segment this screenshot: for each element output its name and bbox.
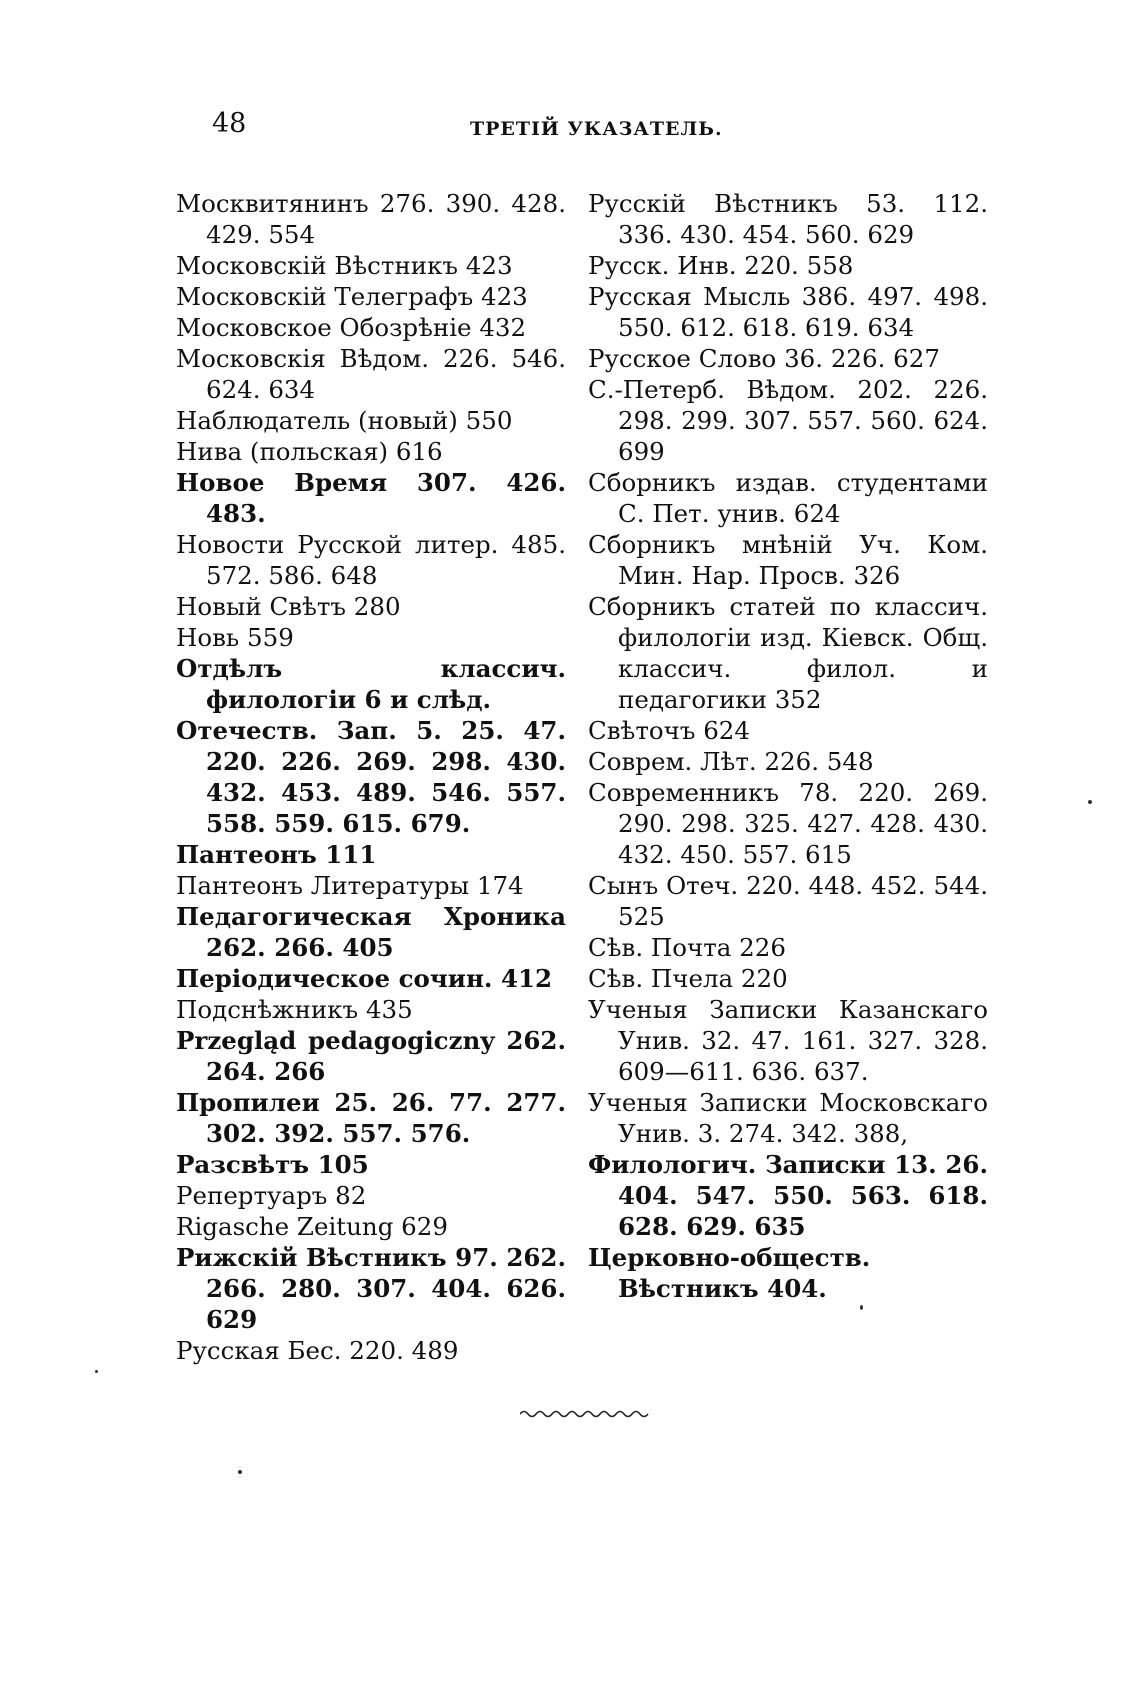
right-index-entry: Сборникъ статей по классич. филологіи изд. Кіевск. Общ. классич. филол. и педагогики 352 bbox=[588, 592, 988, 714]
right-index-entry: Сборникъ издав. студентами С. Пет. унив. 624 bbox=[588, 468, 988, 528]
left-index-entry: Отечеств. Зап. 5. 25. 47. 220. 226. 269. 298. 430. 432. 453. 489. 546. 557. 558. 559. 615. 679. bbox=[176, 716, 566, 838]
right-index-entry: Сынъ Отеч. 220. 448. 452. 544. 525 bbox=[588, 871, 988, 931]
right-index-entry: Соврем. Лѣт. 226. 548 bbox=[588, 747, 874, 776]
right-index-entry: Церковно-обществ. Вѣстникъ 404. bbox=[588, 1243, 871, 1303]
right-index-entry: Русскій Вѣстникъ 53. 112. 336. 430. 454. 560. 629 bbox=[588, 189, 988, 249]
print-speck bbox=[238, 1470, 242, 1474]
left-index-entry: Новое Время 307. 426. 483. bbox=[176, 468, 566, 528]
left-index-entry: Москвитянинъ 276. 390. 428. 429. 554 bbox=[176, 189, 566, 249]
left-index-entry: Періодическое сочин. 412 bbox=[176, 964, 553, 993]
left-index-entry: Пантеонъ Литературы 174 bbox=[176, 871, 524, 900]
left-index-entry: Новь 559 bbox=[176, 623, 294, 652]
left-index-entry: Новый Свѣтъ 280 bbox=[176, 592, 401, 621]
left-index-entry: Przegląd pedagogiczny 262. 264. 266 bbox=[176, 1026, 566, 1086]
right-index-entry: Русск. Инв. 220. 558 bbox=[588, 251, 854, 280]
left-index-entry: Русская Бес. 220. 489 bbox=[176, 1336, 459, 1365]
left-index-entry: Нива (польская) 616 bbox=[176, 437, 443, 466]
right-index-entry: Ученыя Записки Московскаго Унив. 3. 274. 342. 388, bbox=[588, 1088, 988, 1148]
right-index-entry: Современникъ 78. 220. 269. 290. 298. 325. 427. 428. 430. 432. 450. 557. 615 bbox=[588, 778, 988, 869]
left-index-entry: Новости Русской литер. 485. 572. 586. 648 bbox=[176, 530, 566, 590]
left-index-entry: Rigasche Zeitung 629 bbox=[176, 1212, 448, 1241]
right-index-entry: Сѣв. Почта 226 bbox=[588, 933, 786, 962]
left-index-entry: Пропилеи 25. 26. 77. 277. 302. 392. 557. 576. bbox=[176, 1088, 566, 1148]
right-index-entry: Сборникъ мнѣній Уч. Ком. Мин. Нар. Просв. 326 bbox=[588, 530, 988, 590]
left-index-entry: Пантеонъ 111 bbox=[176, 840, 377, 869]
left-index-entry: Педагогическая Хроника 262. 266. 405 bbox=[176, 902, 566, 962]
left-index-entry: Московскій Телеграфъ 423 bbox=[176, 282, 528, 311]
left-index-entry: Разсвѣтъ 105 bbox=[176, 1150, 369, 1179]
print-speck bbox=[1088, 800, 1092, 804]
right-index-entry: Русская Мысль 386. 497. 498. 550. 612. 618. 619. 634 bbox=[588, 282, 988, 342]
right-index-entry: Сѣв. Пчела 220 bbox=[588, 964, 788, 993]
print-speck bbox=[95, 1370, 98, 1373]
page-number: 48 bbox=[212, 108, 247, 139]
index-column-left bbox=[176, 188, 566, 1366]
right-index-entry: Русское Слово 36. 226. 627 bbox=[588, 344, 940, 373]
left-index-entry: Наблюдатель (новый) 550 bbox=[176, 406, 513, 435]
right-index-entry: Филологич. Записки 13. 26. 404. 547. 550. 563. 618. 628. 629. 635 bbox=[588, 1150, 988, 1241]
left-index-entry: Московскій Вѣстникъ 423 bbox=[176, 251, 513, 280]
tail-ornament bbox=[520, 1408, 650, 1420]
left-index-entry: Рижскій Вѣстникъ 97. 262. 266. 280. 307. 404. 626. 629 bbox=[176, 1243, 566, 1334]
index-column-right bbox=[588, 188, 988, 1304]
running-title: ТРЕТІЙ УКАЗАТЕЛЬ. bbox=[470, 118, 723, 140]
left-index-entry: Подснѣжникъ 435 bbox=[176, 995, 413, 1024]
right-index-entry: Свѣточъ 624 bbox=[588, 716, 750, 745]
left-index-entry: Московское Обозрѣніе 432 bbox=[176, 313, 527, 342]
right-index-entry: С.-Петерб. Вѣдом. 202. 226. 298. 299. 307. 557. 560. 624. 699 bbox=[588, 375, 988, 466]
right-index-entry: Ученыя Записки Казанскаго Унив. 32. 47. 161. 327. 328. 609—611. 636. 637. bbox=[588, 995, 988, 1086]
print-speck bbox=[860, 1305, 863, 1310]
left-index-entry: Московскія Вѣдом. 226. 546. 624. 634 bbox=[176, 344, 566, 404]
left-index-entry: Отдѣлъ классич. филологіи 6 и слѣд. bbox=[176, 654, 566, 714]
left-index-entry: Репертуаръ 82 bbox=[176, 1181, 367, 1210]
